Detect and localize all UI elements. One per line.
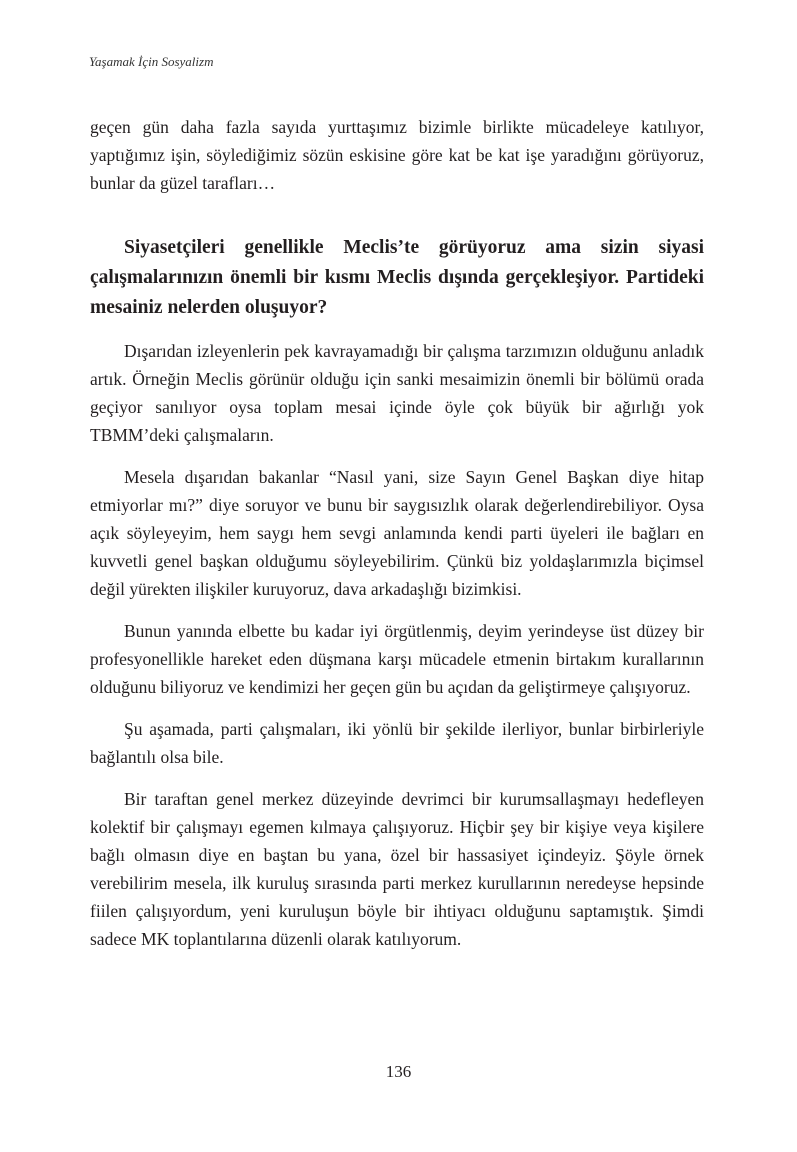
page-number: 136 (385, 1062, 412, 1081)
answer-paragraph: Bunun yanında elbette bu kadar iyi örgütlenmiş, deyim yerindeyse üst düzey bir profesyonellikle hareket eden düşmana karşı mücadele etmenin birtakım kurallarının olduğunu biliyoruz ve kendimizi her geçen gün bu açıdan da geliştirmeye çalışıyoruz. (90, 621, 704, 697)
answer-paragraph: Şu aşamada, parti çalışmaları, iki yönlü bir şekilde ilerliyor, bunlar birbirleriyle bağlantılı olsa bile. (90, 719, 704, 767)
answer-paragraph: Bir taraftan genel merkez düzeyinde devrimci bir kurumsallaşmayı hedefleyen kolektif bir çalışmayı egemen kılmaya çalışıyoruz. Hiçbir şey bir kişiye veya kişilere bağlı olmasın diye en baştan bu yana, özel bir hassasiyet içindeyiz. Şöyle örnek verebilirim mesela, ilk kuruluş sırasında parti merkez kurullarının neredeyse hepsinde fiilen çalışıyordum, yeni kuruluşun böyle bir ihtiyacı olduğunu saptamıştık. Şimdi sadece MK toplantılarına düzenli olarak katılıyorum. (90, 789, 704, 949)
answer-paragraph: Dışarıdan izleyenlerin pek kavrayamadığı bir çalışma tarzımızın olduğunu anladık artık. Örneğin Meclis görünür olduğu için sanki mesaimizin önemli bir bölümü orada geçiyor sanılıyor oysa toplam mesai içinde öyle çok büyük bir ağırlığı yok TBMM’deki çalışmaların. (90, 341, 704, 445)
running-header: Yaşamak İçin Sosyalizm (89, 54, 214, 69)
answer-paragraph: Mesela dışarıdan bakanlar “Nasıl yani, size Sayın Genel Başkan diye hitap etmiyorlar mı?” diye soruyor ve bunu bir saygısızlık olarak değerlendirebiliyor. Oysa açık söyleyeyim, hem saygı hem sevgi anlamında kendi parti üyeleri ile bağları en kuvvetli genel başkan olduğumu söyleyebilirim. Çünkü biz yoldaşlarımızla biçimsel değil yürekten ilişkiler kuruyoruz, dava arkadaşlığı bizimkisi. (90, 467, 704, 599)
qa-block (90, 233, 704, 967)
interview-question: Siyasetçileri genellikle Meclis’te görüyoruz ama sizin siyasi çalışmalarınızın önemli bir kısmı Meclis dışında gerçekleşiyor. Partideki mesainiz nelerden oluşuyor? (90, 237, 704, 318)
intro-block (90, 113, 704, 211)
continuation-paragraph: geçen gün daha fazla sayıda yurttaşımız bizimle birlikte mücadeleye katılıyor, yaptığımız işin, söylediğimiz sözün eskisine göre kat be kat işe yaradığını görüyoruz, bunlar da güzel tarafları… (90, 117, 704, 193)
